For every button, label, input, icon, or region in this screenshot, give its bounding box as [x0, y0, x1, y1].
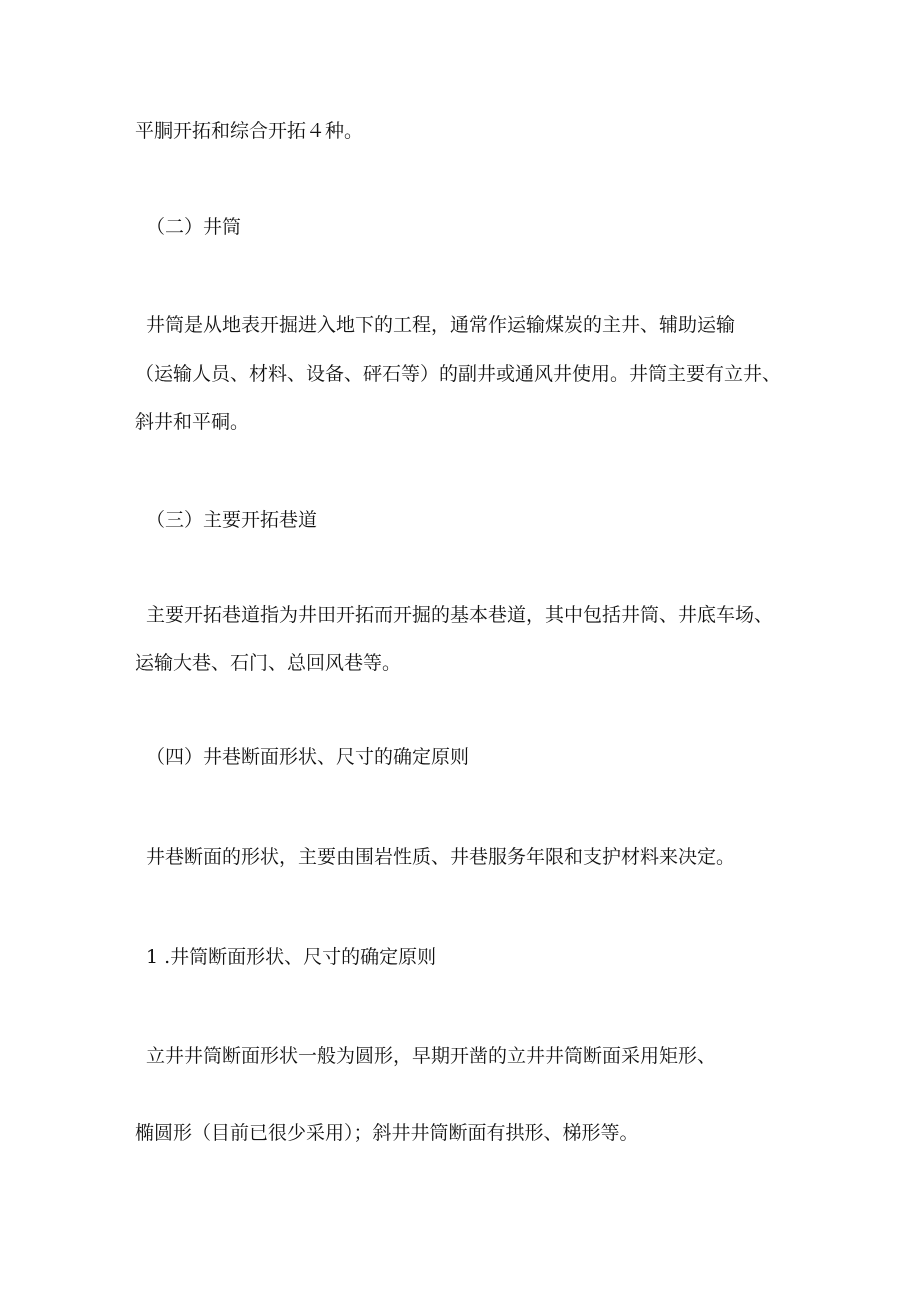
paragraph-vertical-shaft-line-1: 立井井筒断面形状一般为圆形，早期开凿的立井井筒断面采用矩形、	[146, 1045, 717, 1067]
heading-shaft: （二）井筒	[146, 216, 242, 238]
heading-section-principles: （四）井巷断面形状、尺寸的确定原则	[146, 746, 470, 768]
paragraph-shaft-line-3: 斜井和平硐。	[135, 411, 250, 433]
paragraph-shaft-line-1: 井筒是从地表开掘进入地下的工程，通常作运输煤炭的主井、辅助运输	[146, 314, 736, 336]
paragraph-main-roadways-line-2: 运输大巷、石门、总回风巷等。	[135, 652, 402, 674]
heading-main-roadways: （三）主要开拓巷道	[146, 509, 318, 531]
paragraph-main-roadways-line-1: 主要开拓巷道指为井田开拓而开掘的基本巷道，其中包括井筒、井底车场、	[146, 604, 774, 626]
paragraph-section-shape-line-1: 井巷断面的形状，主要由围岩性质、井巷服务年限和支护材料来决定。	[146, 846, 736, 868]
paragraph-shaft-line-2: （运输人员、材料、设备、砰石等）的副井或通风井使用。井筒主要有立井、	[135, 363, 782, 385]
heading-shaft-section-principles: 1 .井筒断面形状、尺寸的确定原则	[146, 946, 437, 968]
paragraph-intro-tail-line-1: 平胴开拓和综合开拓４种。	[135, 120, 364, 142]
paragraph-inclined-shaft-line-1: 椭圆形（目前已很少采用）；斜井井筒断面有拱形、梯形等。	[135, 1122, 639, 1144]
